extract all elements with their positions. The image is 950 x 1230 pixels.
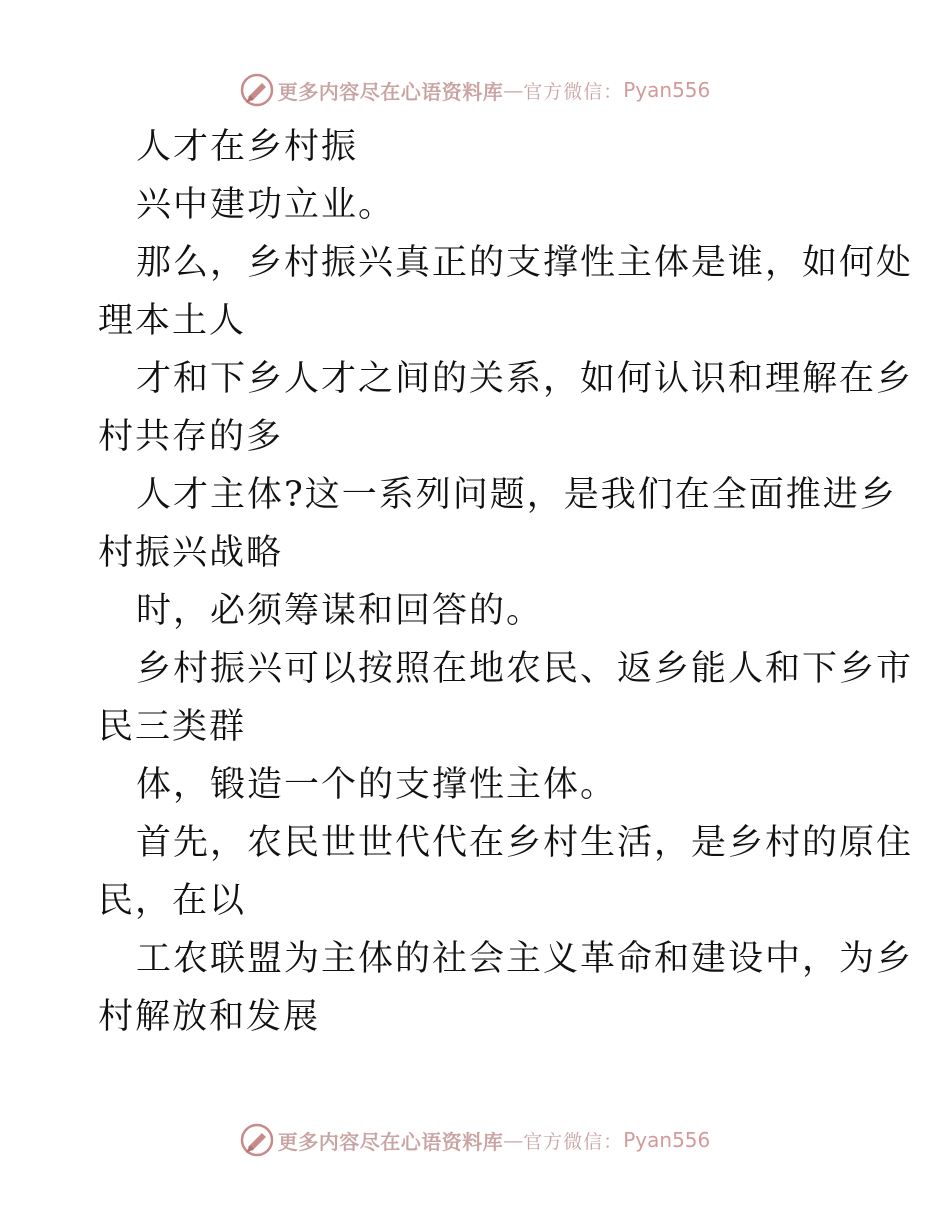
text-line: 工农联盟为主体的社会主义革命和建设中，为乡 bbox=[136, 939, 914, 979]
watermark-separator: — bbox=[503, 78, 524, 102]
text-line: 人才主体?这一系列问题，是我们在全面推进乡 bbox=[136, 475, 897, 515]
watermark-wechat-id: Pyan556 bbox=[623, 1128, 711, 1152]
text-line: 兴中建功立业。 bbox=[136, 185, 396, 225]
watermark-label: 官方微信： bbox=[523, 80, 624, 103]
text-line: 人才在乡村振 bbox=[136, 127, 359, 167]
text-line: 村共存的多 bbox=[98, 417, 284, 457]
watermark-separator: — bbox=[503, 1128, 524, 1152]
text-line: 村振兴战略 bbox=[98, 533, 284, 573]
pen-logo-icon bbox=[240, 73, 274, 107]
text-line: 那么，乡村振兴真正的支撑性主体是谁，如何处 bbox=[136, 243, 914, 283]
text-line: 时，必须筹谋和回答的。 bbox=[136, 591, 544, 631]
document-body bbox=[98, 118, 914, 1046]
text-line: 村解放和发展 bbox=[98, 997, 321, 1037]
text-line: 民三类群 bbox=[98, 707, 247, 747]
text-line: 首先，农民世世代代在乡村生活，是乡村的原住 bbox=[136, 823, 914, 863]
watermark-text: 更多内容尽在心语资料库 bbox=[277, 1129, 504, 1154]
text-line: 乡村振兴可以按照在地农民、返乡能人和下乡市 bbox=[136, 649, 914, 689]
footer-watermark bbox=[0, 1120, 950, 1160]
pen-logo-icon bbox=[240, 1123, 274, 1157]
text-line: 理本土人 bbox=[98, 301, 247, 341]
text-line: 民，在以 bbox=[98, 881, 247, 921]
watermark-text: 更多内容尽在心语资料库 bbox=[277, 79, 504, 104]
text-line: 才和下乡人才之间的关系，如何认识和理解在乡 bbox=[136, 359, 914, 399]
watermark-label: 官方微信： bbox=[523, 1130, 624, 1153]
header-watermark bbox=[0, 70, 950, 110]
text-line: 体，锻造一个的支撑性主体。 bbox=[136, 765, 618, 805]
watermark-wechat-id: Pyan556 bbox=[623, 78, 711, 102]
